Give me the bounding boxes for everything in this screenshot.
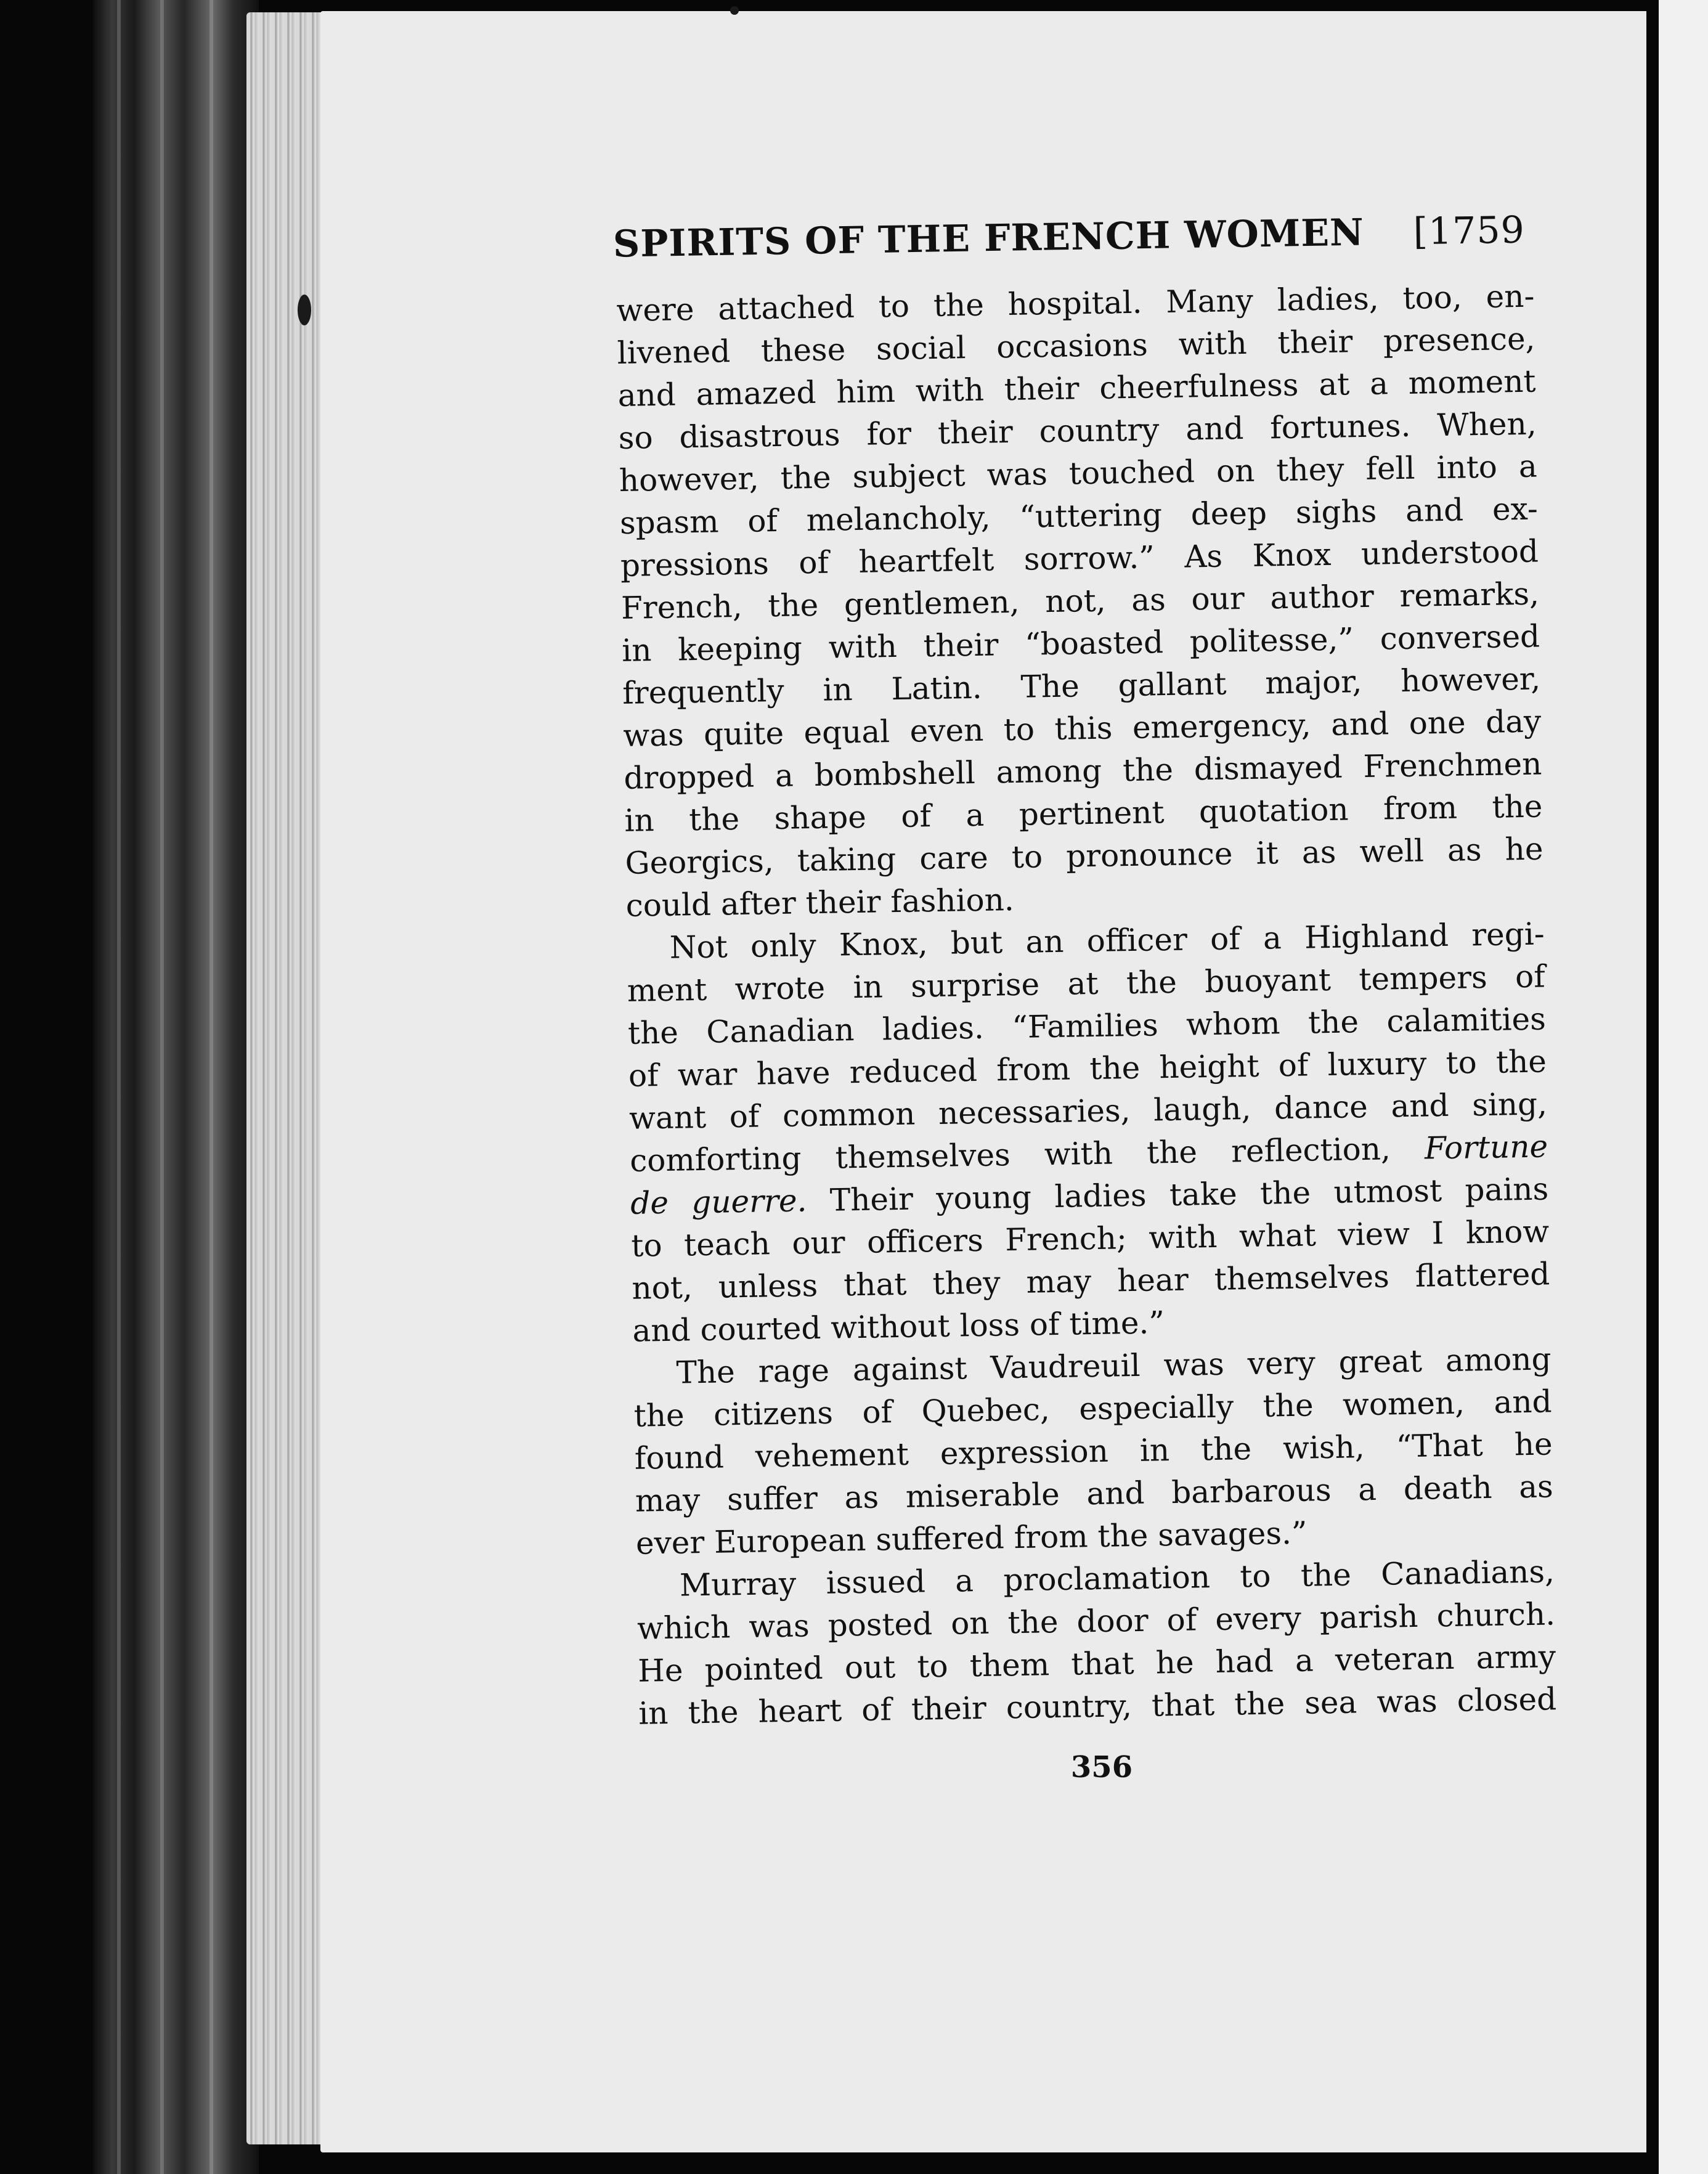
text-line: and amazed him with their cheerfulness at a moment [617,363,1536,413]
text-line: livened these social occasions with their presence, [617,320,1535,371]
text-line: ever European suffered from the savages.” [635,1515,1307,1561]
text-line: the citizens of Quebec, especially the women, and [633,1383,1552,1434]
text-line: in the heart of their country, that the sea was closed [638,1681,1557,1732]
body-text [616,275,1557,1735]
ink-speck [730,6,739,15]
text-line: so disastrous for their country and fortunes. When, [618,405,1537,456]
text-line: the Canadian ladies. “Families whom the calamities [627,1001,1547,1051]
spine-streak [117,0,121,2174]
text-line: in the shape of a pertinent quotation from the [624,788,1543,839]
page-number: 356 [1070,1750,1133,1785]
text-line: however, the subject was touched on they fell into a [619,448,1538,499]
text-line: frequently in Latin. The gallant major, however, [622,661,1541,711]
text-line: could after their fashion. [625,881,1015,924]
spine-streak [160,0,164,2174]
text-line: want of common necessaries, laugh, dance and sing, [628,1086,1548,1136]
book-spine [92,0,259,2174]
italic-text: Fortune [1424,1128,1548,1166]
text-line: Murray issued a proclamation to the Canadians, [679,1553,1555,1603]
text-line: of war have reduced from the height of luxury to the [628,1043,1547,1094]
text-line: in keeping with their “boasted politesse,” conversed [621,618,1540,669]
line-text: Their young ladies take the utmost pains [806,1171,1549,1219]
text-line: were attached to the hospital. Many ladies, too, en- [616,278,1535,328]
line-text: comforting themselves with the reflection, [629,1130,1425,1179]
text-line: and courted without loss of time.” [632,1305,1165,1349]
text-line: Not only Knox, but an officer of a Highland regi- [669,916,1545,966]
text-line: Georgics, taking care to pronounce it as well as he [625,831,1543,881]
spine-streak [209,0,213,2174]
page-edges [246,12,327,2144]
right-dark-edge [1646,0,1659,2174]
text-line: may suffer as miserable and barbarous a death as [635,1468,1554,1519]
text-line: French, the gentlemen, not, as our author remarks, [620,576,1540,626]
text-line: spasm of melancholy, “uttering deep sighs and ex- [619,491,1539,541]
text-line: was quite equal even to this emergency, and one day [622,703,1542,754]
adjacent-page-strip [1659,0,1708,2174]
text-line: He pointed out to them that he had a veteran army [637,1639,1556,1689]
ink-speck [298,295,311,325]
text-line: The rage against Vaudreuil was very great among [676,1341,1551,1391]
year-mark: [1759 [1413,208,1526,254]
italic-text: de guerre. [630,1183,807,1221]
text-line: which was posted on the door of every parish church. [636,1596,1556,1647]
text-line: dropped a bombshell among the dismayed Frenchmen [624,746,1542,796]
text-line: ment wrote in surprise at the buoyant tempers of [627,958,1546,1009]
text-line: found vehement expression in the wish, “That he [634,1426,1553,1476]
text-line: to teach our officers French; with what view I know [630,1213,1550,1264]
text-line: pressions of heartfelt sorrow.” As Knox understood [620,533,1539,584]
running-title: SPIRITS OF THE FRENCH WOMEN [612,211,1365,266]
text-line: not, unless that they may hear themselves flattered [632,1256,1550,1306]
